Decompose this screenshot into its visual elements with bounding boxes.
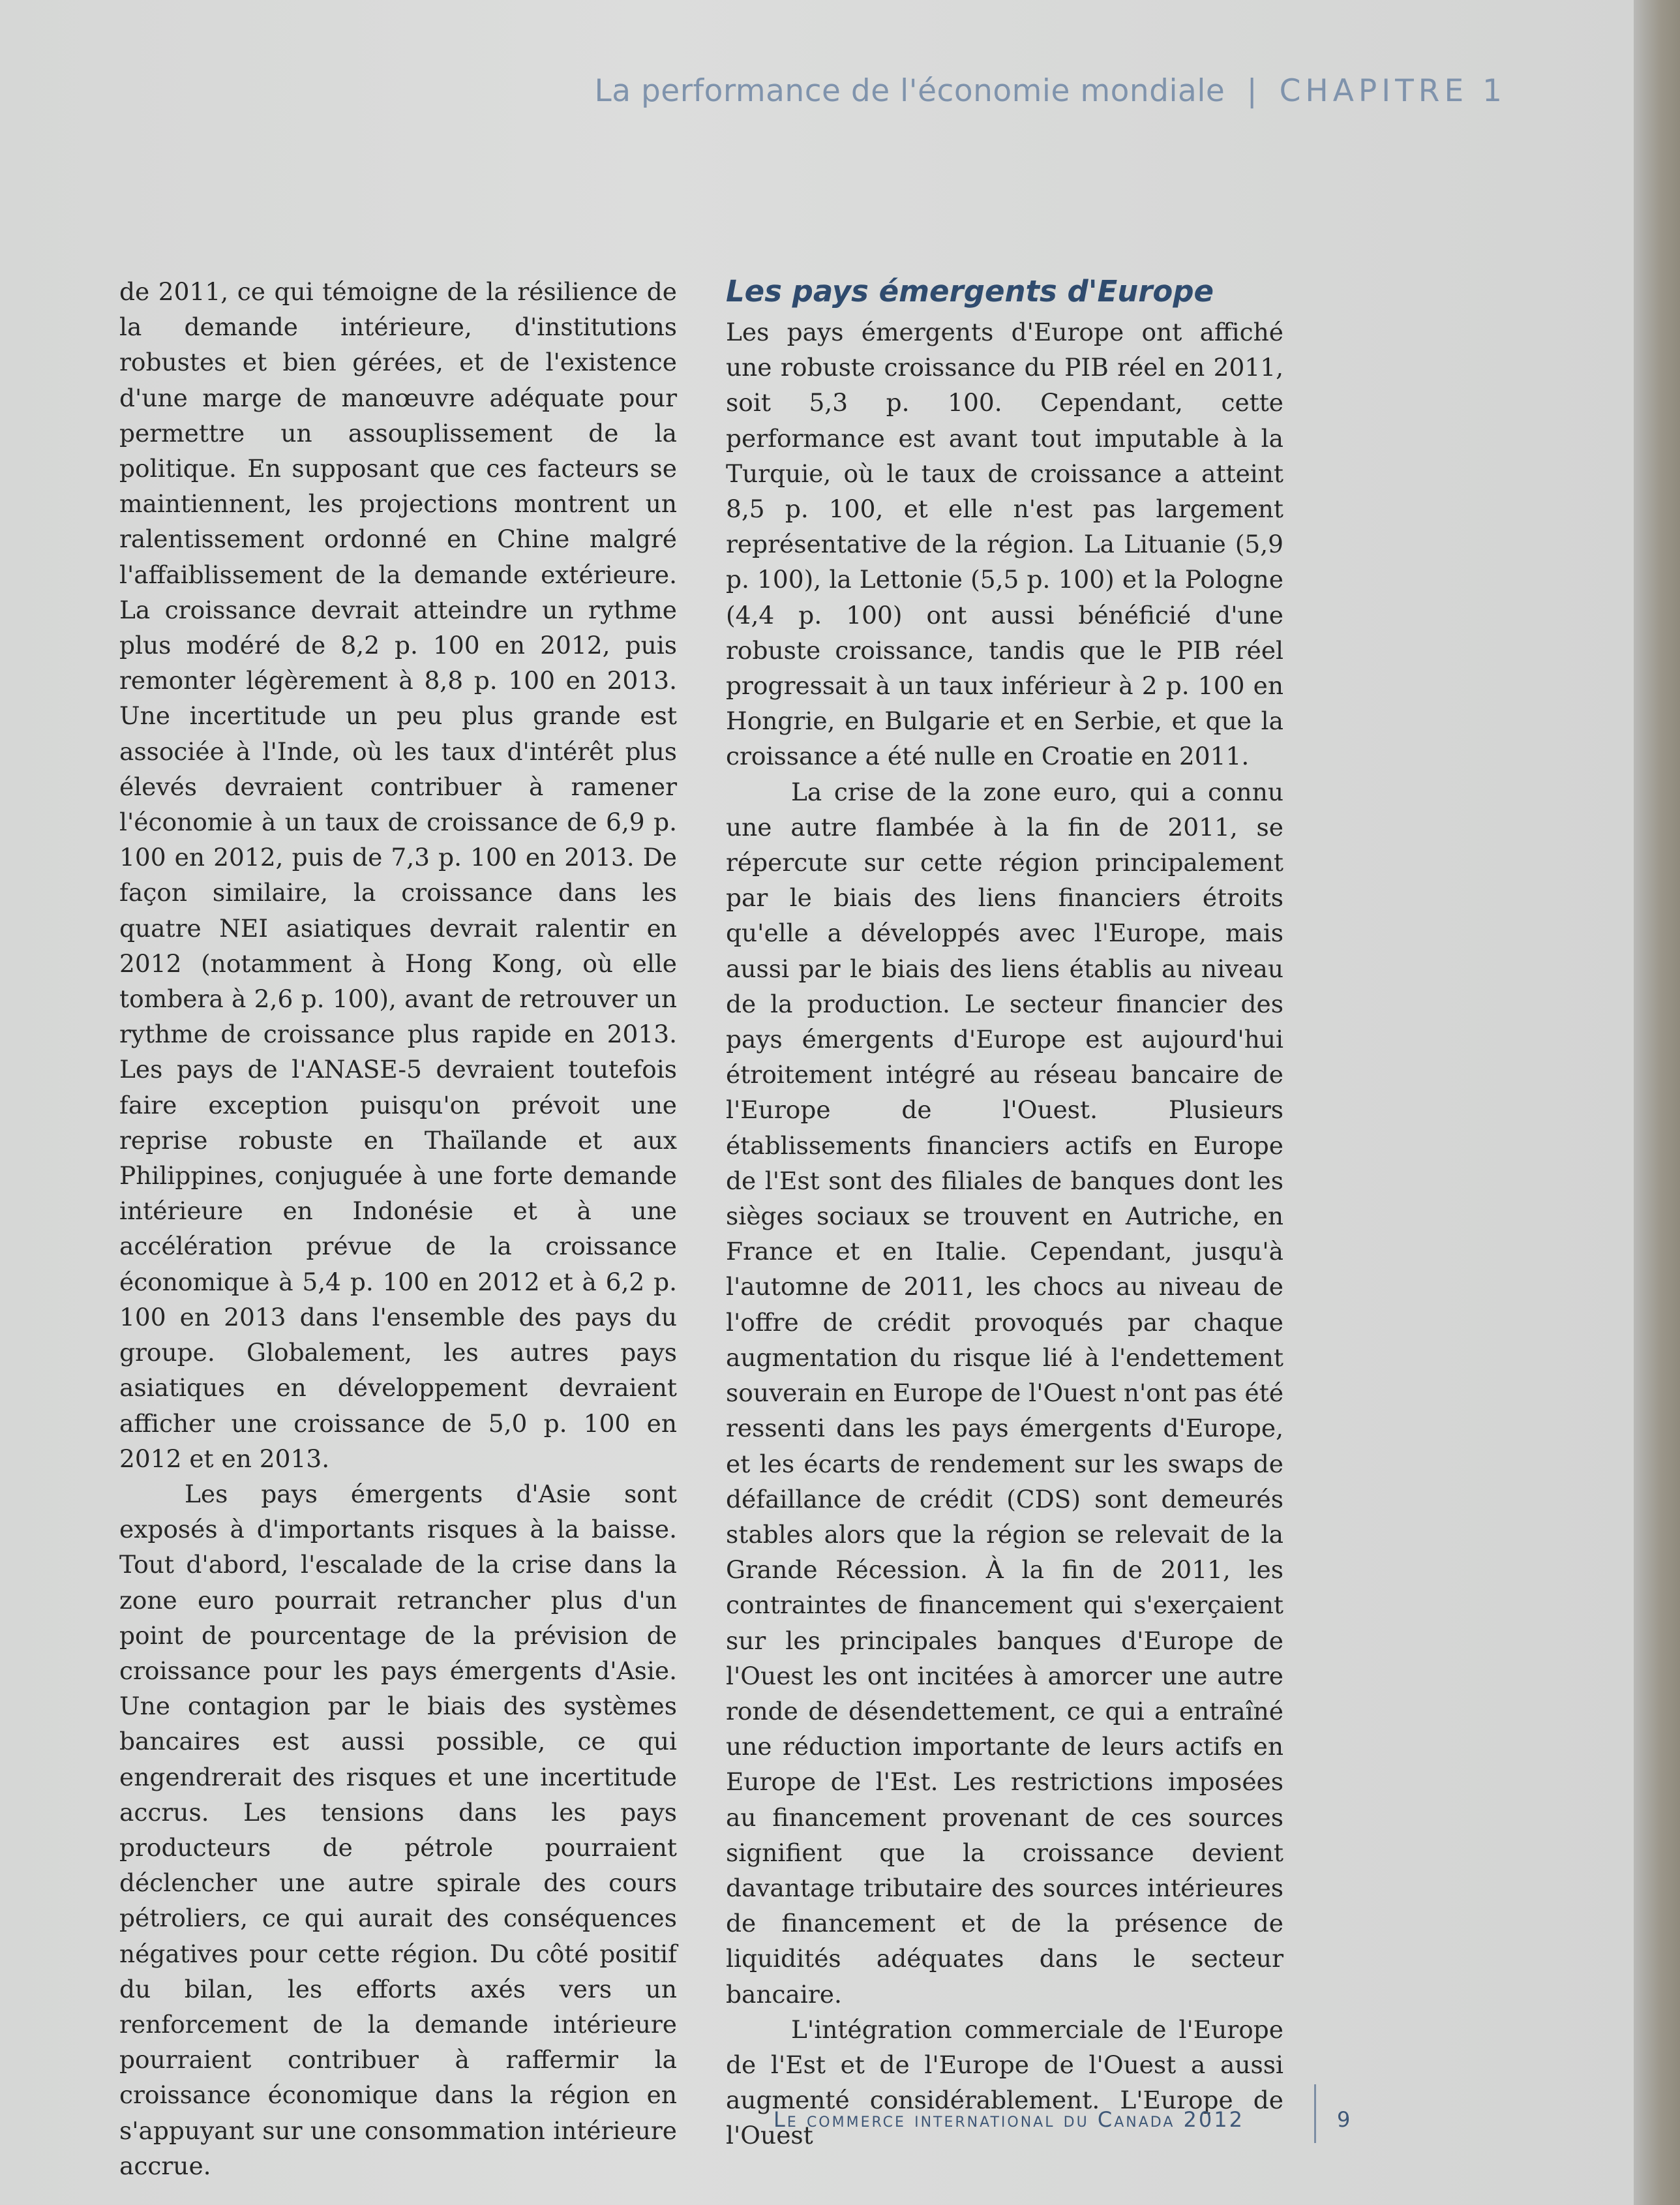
right-column [726, 273, 1283, 2153]
right-paragraph-3: L'intégration commerciale de l'Europe de l'Est et de l'Europe de l'Ouest a aussi augmenté considérablement. L'Europe de l'Ouest [726, 2015, 1283, 2150]
right-paragraph-2: La crise de la zone euro, qui a connu une autre flambée à la fin de 2011, se répercute sur cette région principalement par le biais des liens financiers étroits qu'elle a développés avec l'Europe, mais aussi par le biais des liens établis au niveau de la production. Le secteur financier des pays émergents d'Europe est aujourd'hui étroitement intégré au réseau bancaire de l'Europe de l'Ouest. Plusieurs établissements financiers actifs en Europe de l'Est sont des filiales de banques dont les sièges sociaux se trouvent en Autriche, en France et en Italie. Cependant, jusqu'à l'automne de 2011, les chocs au niveau de l'offre de crédit provoqués par chaque augmentation du risque lié à l'endettement souverain en Europe de l'Ouest n'ont pas été ressenti dans les pays émergents d'Europe, et les écarts de rendement sur les swaps de défaillance de crédit (CDS) sont demeurés stables alors que la région se relevait de la Grande Récession. À la fin de 2011, les contraintes de financement qui s'exerçaient sur les principales banques d'Europe de l'Ouest les ont incitées à amorcer une autre ronde de désendettement, ce qui a entraîné une réduction importante de leurs actifs en Europe de l'Est. Les restrictions imposées au financement provenant de ces sources signifient que la croissance devient davantage tributaire des sources intérieures de financement et de la présence de liquidités adéquates dans le secteur bancaire. [726, 777, 1284, 2009]
footer-publication-title: Le commerce international du Canada 2012 [773, 2107, 1244, 2132]
section-heading: Les pays émergents d'Europe [726, 274, 1214, 309]
left-column [119, 274, 677, 2183]
left-paragraph-1: de 2011, ce qui témoigne de la résilience de la demande intérieure, d'institutions robustes et bien gérées, et de l'existence d'une marge de manœuvre adéquate pour permettre un assouplissement de la politique. En supposant que ces facteurs se maintiennent, les projections montrent un ralentissement ordonné en Chine malgré l'affaiblissement de la demande extérieure. La croissance devrait atteindre un rythme plus modéré de 8,2 p. 100 en 2012, puis remonter légèrement à 8,8 p. 100 en 2013. Une incertitude un peu plus grande est associée à l'Inde, où les taux d'intérêt plus élevés devraient contribuer à ramener l'économie à un taux de croissance de 6,9 p. 100 en 2012, puis de 7,3 p. 100 en 2013. De façon similaire, la croissance dans les quatre NEI asiatiques devrait ralentir en 2012 (notamment à Hong Kong, où elle tombera à 2,6 p. 100), avant de retrouver un rythme de croissance plus rapide en 2013. Les pays de l'ANASE-5 devraient toutefois faire exception puisqu'on prévoit une reprise robuste en Thaïlande et aux Philippines, conjuguée à une forte demande intérieure en Indonésie et à une accélération prévue de la croissance économique à 5,4 p. 100 en 2012 et à 6,2 p. 100 en 2013 dans l'ensemble des pays du groupe. Globalement, les autres pays asiatiques en développement devraient afficher une croissance de 5,0 p. 100 en 2012 et en 2013. [119, 277, 677, 1473]
right-paragraph-1: Les pays émergents d'Europe ont affiché une robuste croissance du PIB réel en 2011, soit 5,3 p. 100. Cependant, cette performance est avant tout imputable à la Turquie, où le taux de croissance a atteint 8,5 p. 100, et elle n'est pas largement représentative de la région. La Lituanie (5,9 p. 100), la Lettonie (5,5 p. 100) et la Pologne (4,4 p. 100) ont aussi bénéficié d'une robuste croissance, tandis que le PIB réel progressait à un taux inférieur à 2 p. 100 en Hongrie, en Bulgarie et en Serbie, et que la croissance a été nulle en Croatie en 2011. [726, 318, 1283, 771]
header-chapter: CHAPITRE 1 [1279, 73, 1507, 109]
left-paragraph-2: Les pays émergents d'Asie sont exposés à d'importants risques à la baisse. Tout d'abord, l'escalade de la crise dans la zone euro pourrait retrancher plus d'un point de pourcentage de la prévision de croissance pour les pays émergents d'Asie. Une contagion par le biais des systèmes bancaires est aussi possible, ce qui engendrerait des risques et une incertitude accrus. Les tensions dans les pays producteurs de pétrole pourraient déclencher une autre spirale des cours pétroliers, ce qui aurait des conséquences négatives pour cette région. Du côté positif du bilan, les efforts axés vers un renforcement de la demande intérieure pourraient contribuer à raffermir la croissance économique dans la région en s'appuyant sur une consommation intérieure accrue. [119, 1479, 677, 2180]
header-section-title: La performance de l'économie mondiale [594, 73, 1225, 109]
footer-divider [1314, 2084, 1316, 2143]
running-header [595, 73, 1507, 109]
book-spine-edge [1634, 0, 1680, 2205]
page-number: 9 [1337, 2107, 1351, 2132]
header-separator: | [1246, 73, 1258, 109]
